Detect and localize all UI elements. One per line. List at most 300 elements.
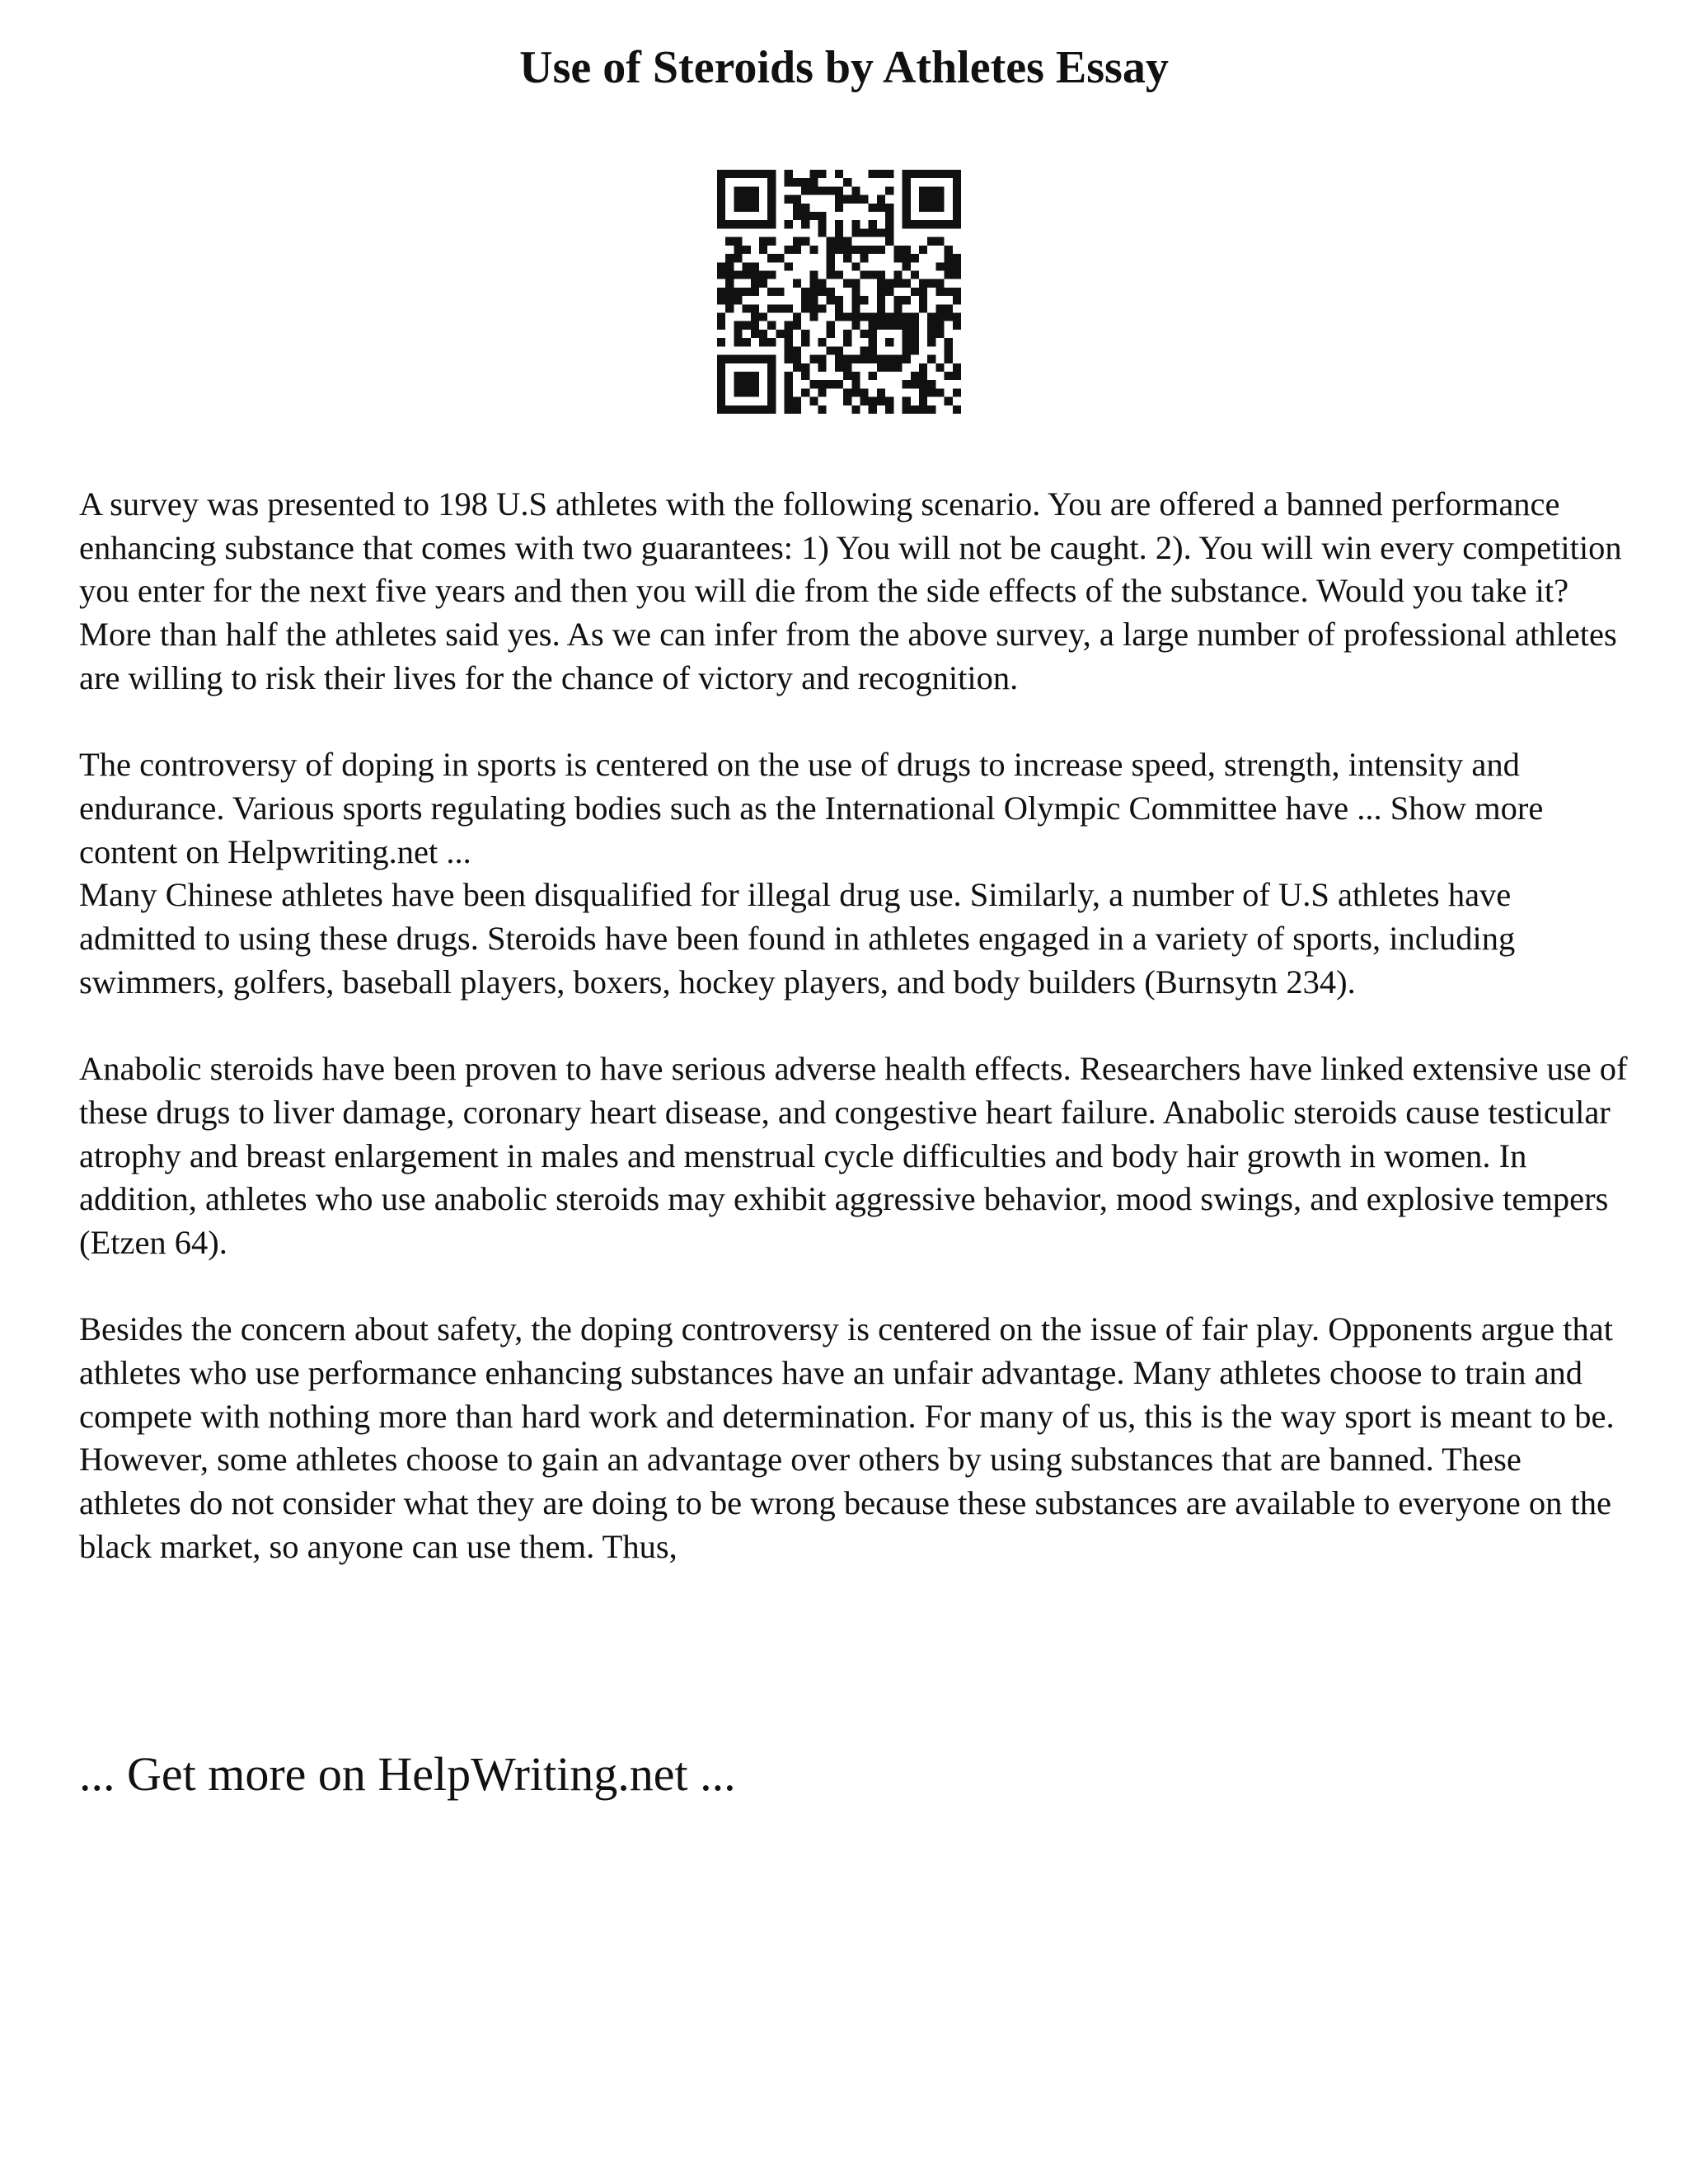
qr-module	[919, 220, 927, 228]
qr-module	[767, 270, 776, 279]
qr-module	[818, 186, 826, 194]
qr-module	[953, 405, 961, 414]
qr-module	[869, 170, 877, 178]
qr-module	[759, 220, 767, 228]
qr-module	[818, 170, 826, 178]
qr-module	[743, 388, 751, 396]
qr-module	[877, 228, 885, 237]
qr-module	[877, 246, 885, 254]
qr-module	[725, 270, 734, 279]
qr-module	[743, 288, 751, 296]
qr-module	[767, 170, 776, 178]
paragraph-controversy: The controversy of doping in sports is centered on the use of drugs to increase speed, strength, intensity and endurance. Various sports regulating bodies such as the International Olympic Committee have ... Show more content on Helpwriting.net ...	[79, 746, 1544, 870]
qr-module	[919, 304, 927, 312]
qr-module	[860, 254, 869, 262]
qr-module	[827, 246, 835, 254]
qr-module	[945, 313, 953, 321]
qr-module	[911, 338, 919, 346]
qr-module	[767, 288, 776, 296]
qr-module	[860, 355, 869, 363]
qr-module	[945, 170, 953, 178]
qr-module	[851, 288, 860, 296]
qr-module	[935, 363, 944, 372]
qr-module	[869, 330, 877, 338]
qr-module	[801, 237, 809, 246]
qr-module	[935, 313, 944, 321]
qr-module	[935, 388, 944, 396]
qr-module	[885, 313, 893, 321]
qr-module	[818, 228, 826, 237]
qr-module	[717, 178, 725, 186]
qr-module	[919, 363, 927, 372]
qr-module	[945, 355, 953, 363]
qr-module	[885, 212, 893, 220]
qr-module	[809, 304, 818, 312]
qr-module	[869, 355, 877, 363]
qr-module	[911, 220, 919, 228]
qr-module	[767, 204, 776, 212]
qr-module	[818, 405, 826, 414]
qr-code-icon	[717, 170, 961, 414]
qr-module	[919, 372, 927, 380]
qr-module	[767, 380, 776, 388]
qr-module	[725, 296, 734, 304]
qr-module	[809, 170, 818, 178]
paragraph-survey: A survey was presented to 198 U.S athletes with the following scenario. You are offered a banned performance enhancing substance that comes with two guarantees: 1) You will not be caught. 2). You will win every competition you enter for the next five years and then you will die from the side effects of the substance. Would you take it? More than half the athletes said yes. As we can infer from the above survey, a large number of professional athletes are willing to risk their lives for the chance of victory and recognition.	[79, 485, 1622, 696]
qr-module	[793, 346, 801, 354]
qr-module	[945, 270, 953, 279]
qr-module	[818, 279, 826, 288]
qr-module	[717, 405, 725, 414]
qr-module	[734, 237, 742, 246]
qr-module	[793, 212, 801, 220]
qr-module	[953, 170, 961, 178]
qr-module	[953, 254, 961, 262]
qr-module	[809, 178, 818, 186]
qr-module	[945, 397, 953, 405]
qr-module	[860, 228, 869, 237]
qr-module	[919, 204, 927, 212]
qr-module	[809, 380, 818, 388]
qr-module	[893, 355, 902, 363]
qr-module	[860, 195, 869, 204]
get-more-link[interactable]: ... Get more on HelpWriting.net ...	[79, 1747, 736, 1801]
qr-module	[809, 212, 818, 220]
qr-module	[793, 397, 801, 405]
qr-module	[835, 270, 843, 279]
qr-module	[843, 313, 851, 321]
qr-module	[927, 388, 935, 396]
qr-module	[893, 321, 902, 330]
qr-module	[725, 262, 734, 270]
qr-module	[725, 170, 734, 178]
qr-module	[767, 254, 776, 262]
qr-module	[734, 321, 742, 330]
paragraph-health-effects: Anabolic steroids have been proven to have serious adverse health effects. Researchers have linked extensive use of these drugs to liver damage, coronary heart disease, and congestive heart failure. Anabolic steroids cause testicular atrophy and breast enlargement in males and menstrual cycle difficulties and body hair growth in women. In addition, athletes who use anabolic steroids may exhibit aggressive behavior, mood swings, and explosive tempers (Etzen 64).	[79, 1050, 1628, 1261]
qr-module	[793, 279, 801, 288]
qr-module	[935, 204, 944, 212]
qr-module	[911, 170, 919, 178]
qr-module	[919, 296, 927, 304]
qr-module	[734, 195, 742, 204]
qr-module	[919, 288, 927, 296]
qr-module	[893, 246, 902, 254]
qr-module	[767, 397, 776, 405]
qr-module	[911, 288, 919, 296]
qr-module	[801, 330, 809, 338]
qr-module	[827, 321, 835, 330]
qr-module	[767, 388, 776, 396]
qr-module	[885, 237, 893, 246]
qr-module	[801, 372, 809, 380]
qr-module	[911, 254, 919, 262]
qr-module	[767, 363, 776, 372]
qr-module	[743, 380, 751, 388]
qr-module	[869, 204, 877, 212]
qr-module	[743, 355, 751, 363]
qr-module	[759, 270, 767, 279]
qr-module	[945, 346, 953, 354]
qr-module	[851, 246, 860, 254]
qr-module	[827, 254, 835, 262]
qr-module	[734, 288, 742, 296]
qr-module	[717, 296, 725, 304]
qr-module	[911, 372, 919, 380]
qr-module	[869, 405, 877, 414]
qr-module	[851, 372, 860, 380]
qr-module	[801, 304, 809, 312]
qr-module	[851, 186, 860, 194]
qr-module	[734, 254, 742, 262]
qr-module	[767, 321, 776, 330]
qr-module	[809, 246, 818, 254]
qr-module	[734, 355, 742, 363]
qr-module	[953, 220, 961, 228]
qr-module	[869, 270, 877, 279]
qr-module	[827, 330, 835, 338]
qr-module	[877, 304, 885, 312]
qr-module	[945, 288, 953, 296]
qr-module	[785, 346, 793, 354]
qr-module	[759, 279, 767, 288]
qr-module	[843, 254, 851, 262]
qr-module	[801, 288, 809, 296]
qr-module	[785, 388, 793, 396]
qr-module	[953, 363, 961, 372]
qr-module	[751, 262, 759, 270]
qr-module	[785, 321, 793, 330]
qr-module	[953, 372, 961, 380]
qr-module	[843, 372, 851, 380]
qr-module	[927, 186, 935, 194]
qr-module	[801, 388, 809, 396]
qr-module	[835, 313, 843, 321]
qr-module	[809, 296, 818, 304]
qr-module	[860, 270, 869, 279]
qr-module	[851, 195, 860, 204]
qr-module	[717, 195, 725, 204]
qr-module	[767, 237, 776, 246]
qr-module	[767, 304, 776, 312]
qr-module	[827, 262, 835, 270]
qr-module	[835, 304, 843, 312]
qr-module	[927, 380, 935, 388]
qr-module	[851, 405, 860, 414]
qr-module	[751, 220, 759, 228]
qr-module	[877, 270, 885, 279]
paragraph-chinese-athletes: Many Chinese athletes have been disqualified for illegal drug use. Similarly, a number of U.S athletes have admitted to using these drugs. Steroids have been found in athletes engaged in a variety of sports, including swimmers, golfers, baseball players, boxers, hockey players, and body builders (Burnsytn 234).	[79, 876, 1516, 1001]
qr-module	[927, 338, 935, 346]
qr-module	[818, 212, 826, 220]
qr-module	[743, 304, 751, 312]
qr-module	[885, 338, 893, 346]
qr-module	[785, 262, 793, 270]
qr-module	[860, 330, 869, 338]
qr-module	[935, 279, 944, 288]
qr-module	[827, 380, 835, 388]
qr-module	[935, 330, 944, 338]
qr-module	[953, 388, 961, 396]
qr-module	[860, 313, 869, 321]
qr-module	[751, 330, 759, 338]
qr-module	[953, 204, 961, 212]
qr-module	[843, 330, 851, 338]
qr-module	[827, 296, 835, 304]
qr-module	[767, 405, 776, 414]
qr-module	[893, 304, 902, 312]
qr-module	[717, 388, 725, 396]
qr-module	[717, 313, 725, 321]
qr-module	[835, 355, 843, 363]
qr-module	[903, 212, 911, 220]
qr-module	[785, 397, 793, 405]
qr-module	[827, 346, 835, 354]
qr-module	[851, 262, 860, 270]
qr-module	[717, 321, 725, 330]
qr-module	[953, 288, 961, 296]
qr-module	[734, 170, 742, 178]
qr-module	[851, 355, 860, 363]
qr-module	[843, 363, 851, 372]
qr-module	[835, 186, 843, 194]
qr-module	[885, 220, 893, 228]
qr-module	[903, 321, 911, 330]
qr-module	[809, 279, 818, 288]
qr-module	[743, 204, 751, 212]
qr-module	[734, 372, 742, 380]
qr-module	[785, 246, 793, 254]
qr-module	[725, 237, 734, 246]
qr-module	[935, 170, 944, 178]
qr-module	[869, 372, 877, 380]
qr-module	[793, 321, 801, 330]
qr-module	[734, 296, 742, 304]
qr-module	[945, 262, 953, 270]
qr-module	[743, 338, 751, 346]
qr-module	[935, 186, 944, 194]
qr-module	[743, 186, 751, 194]
qr-module	[860, 397, 869, 405]
qr-module	[827, 237, 835, 246]
qr-module	[935, 321, 944, 330]
qr-module	[717, 220, 725, 228]
qr-module	[860, 388, 869, 396]
paragraph-fair-play: Besides the concern about safety, the doping controversy is centered on the issue of fair play. Opponents argue that athletes who use performance enhancing substances have an unfair advantage. Many athletes choose to train and compete with nothing more than hard work and determination. For many of us, this is the way sport is meant to be. However, some athletes choose to gain an advantage over others by using substances that are banned. These athletes do not consider what they are doing to be wrong because these substances are available to everyone on the black market, so anyone can use them. Thus,	[79, 1310, 1615, 1565]
qr-module	[835, 170, 843, 178]
qr-module	[751, 355, 759, 363]
qr-module	[835, 346, 843, 354]
page-title: Use of Steroids by Athletes Essay	[519, 42, 1169, 93]
qr-module	[725, 279, 734, 288]
qr-module	[793, 363, 801, 372]
qr-module	[877, 321, 885, 330]
qr-module	[911, 380, 919, 388]
qr-module	[903, 338, 911, 346]
qr-module	[793, 178, 801, 186]
qr-module	[843, 237, 851, 246]
qr-module	[725, 220, 734, 228]
qr-module	[911, 270, 919, 279]
qr-module	[903, 355, 911, 363]
qr-module	[851, 388, 860, 396]
qr-module	[911, 405, 919, 414]
qr-module	[793, 355, 801, 363]
qr-module	[725, 288, 734, 296]
qr-module	[877, 288, 885, 296]
qr-module	[818, 363, 826, 372]
qr-module	[919, 195, 927, 204]
qr-module	[717, 262, 725, 270]
qr-module	[751, 388, 759, 396]
qr-module	[835, 195, 843, 204]
qr-module	[935, 304, 944, 312]
qr-module	[835, 246, 843, 254]
qr-module	[743, 220, 751, 228]
qr-module	[785, 405, 793, 414]
qr-module	[751, 405, 759, 414]
qr-module	[919, 246, 927, 254]
qr-module	[734, 338, 742, 346]
qr-module	[851, 296, 860, 304]
qr-module	[785, 380, 793, 388]
qr-module	[801, 338, 809, 346]
qr-module	[734, 380, 742, 388]
qr-module	[927, 355, 935, 363]
qr-module	[903, 220, 911, 228]
qr-module	[869, 313, 877, 321]
qr-module	[734, 186, 742, 194]
qr-module	[877, 204, 885, 212]
qr-module	[843, 246, 851, 254]
qr-module	[785, 195, 793, 204]
qr-module	[903, 346, 911, 354]
qr-module	[717, 363, 725, 372]
qr-module	[851, 279, 860, 288]
qr-module	[776, 330, 784, 338]
qr-module	[860, 246, 869, 254]
qr-module	[734, 405, 742, 414]
qr-module	[877, 296, 885, 304]
qr-module	[843, 195, 851, 204]
qr-module	[835, 228, 843, 237]
qr-module	[903, 195, 911, 204]
qr-module	[945, 304, 953, 312]
qr-module	[759, 170, 767, 178]
qr-module	[717, 170, 725, 178]
qr-module	[751, 304, 759, 312]
qr-module	[793, 405, 801, 414]
qr-module	[885, 321, 893, 330]
qr-module	[953, 270, 961, 279]
qr-module	[877, 397, 885, 405]
qr-module	[927, 195, 935, 204]
qr-module	[843, 355, 851, 363]
qr-module	[785, 355, 793, 363]
qr-module	[751, 279, 759, 288]
qr-module	[953, 262, 961, 270]
qr-module	[903, 397, 911, 405]
qr-module	[869, 397, 877, 405]
qr-module	[767, 178, 776, 186]
qr-module	[877, 313, 885, 321]
qr-module	[751, 372, 759, 380]
qr-module	[885, 288, 893, 296]
qr-module	[801, 178, 809, 186]
qr-module	[809, 397, 818, 405]
qr-module	[751, 321, 759, 330]
qr-module	[851, 321, 860, 330]
qr-module	[776, 304, 784, 312]
qr-module	[851, 228, 860, 237]
qr-module	[877, 363, 885, 372]
qr-module	[759, 338, 767, 346]
qr-module	[818, 355, 826, 363]
qr-module	[893, 313, 902, 321]
qr-module	[767, 186, 776, 194]
qr-module	[935, 195, 944, 204]
qr-module	[743, 270, 751, 279]
qr-module	[893, 279, 902, 288]
qr-module	[919, 388, 927, 396]
qr-module	[717, 186, 725, 194]
qr-module	[743, 170, 751, 178]
qr-module	[843, 178, 851, 186]
qr-module	[851, 313, 860, 321]
qr-module	[869, 338, 877, 346]
qr-module	[903, 330, 911, 338]
qr-module	[945, 254, 953, 262]
qr-module	[919, 380, 927, 388]
qr-module	[743, 372, 751, 380]
qr-module	[903, 279, 911, 288]
qr-module	[877, 170, 885, 178]
qr-module	[919, 279, 927, 288]
qr-module	[885, 397, 893, 405]
qr-module	[843, 279, 851, 288]
qr-module	[801, 296, 809, 304]
qr-module	[877, 279, 885, 288]
qr-module	[877, 355, 885, 363]
qr-module	[835, 380, 843, 388]
qr-module	[759, 405, 767, 414]
qr-module	[903, 380, 911, 388]
qr-module	[835, 220, 843, 228]
qr-module	[843, 338, 851, 346]
qr-module	[793, 313, 801, 321]
qr-module	[869, 228, 877, 237]
qr-module	[767, 212, 776, 220]
qr-module	[767, 372, 776, 380]
